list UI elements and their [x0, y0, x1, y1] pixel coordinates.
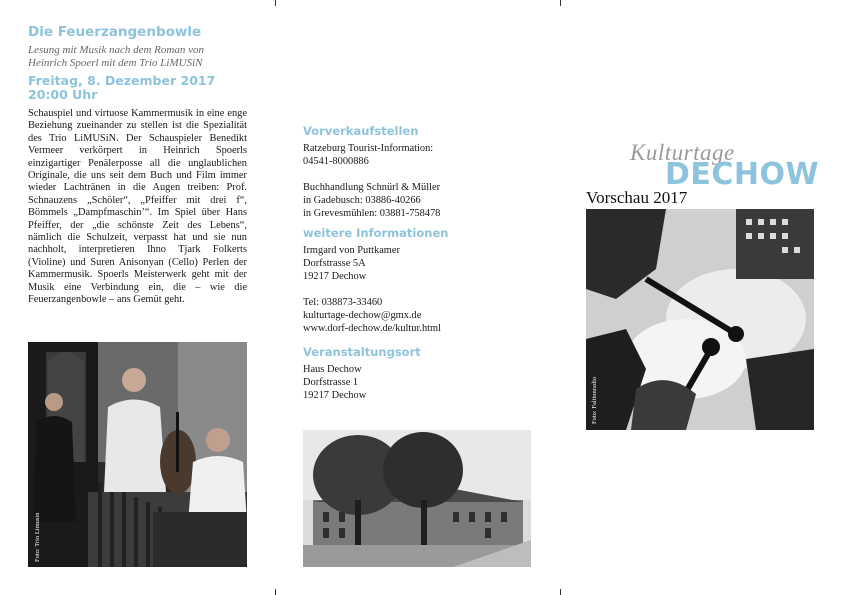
event-date: [28, 74, 247, 102]
presale-line: Ratzeburg Tourist-Information:: [303, 143, 434, 154]
preview-title: Vorschau 2017: [586, 188, 688, 207]
event-time-line: 20:00 Uhr: [28, 87, 98, 102]
event-date-line: Freitag, 8. Dezember 2017: [28, 73, 216, 88]
contact-web-link[interactable]: www.dorf-dechow.de/kultur.html: [303, 323, 442, 334]
cover-photo: [586, 209, 814, 430]
event-title: Die Feuerzangenbowle: [28, 24, 202, 40]
crop-mark: [560, 589, 561, 595]
presale-entry-bookshop: [303, 181, 531, 220]
trio-photo: [28, 342, 247, 567]
brand-dechow: DECHOW: [665, 157, 820, 192]
presale-line: Buchhandlung Schnürl & Müller: [303, 182, 441, 193]
info-heading: weitere Informationen: [303, 226, 449, 240]
contact-email-link[interactable]: kulturtage-dechow@gmx.de: [303, 310, 422, 321]
middle-panel: [303, 120, 531, 402]
brand-kulturtage: Kulturtage: [630, 140, 735, 165]
trio-photo-image: [28, 342, 247, 567]
presale-heading: Vorverkaufstellen: [303, 124, 419, 138]
cover-photo-credit: Foto: Falttonradio: [591, 376, 598, 424]
event-subtitle-line: Heinrich Spoerl mit dem Trio LiMUSiN: [28, 57, 203, 69]
cover-photo-image: [586, 209, 814, 430]
presale-line: in Grevesmühlen: 03881-758478: [303, 208, 441, 219]
crop-mark: [560, 0, 561, 6]
venue-heading: Veranstaltungsort: [303, 345, 421, 359]
presale-entry-tourist-info: [303, 142, 531, 168]
venue-address: [303, 363, 531, 402]
contact-name: Irmgard von Puttkamer: [303, 245, 400, 256]
crop-mark: [275, 0, 276, 6]
photo-credit: Foto: Trio Limusin: [34, 512, 41, 562]
contact-city: 19217 Dechow: [303, 271, 367, 282]
left-panel: [28, 24, 247, 307]
contact-street: Dorfstrasse 5A: [303, 258, 366, 269]
venue-name: Haus Dechow: [303, 364, 362, 375]
event-description: Schauspiel und virtuose Kammermusik in eine enge Beziehung zueinander zu stellen ist die Spezialität des Trio LiMUSiN. Der Schauspieler Benedikt Vermeer verkörpert in Heinrich Spoerls einzigartiger Penälerposse all die unglaublichen Originale, die uns seit dem Buch und Film immer wieder Lachtränen in die Augen treiben: Prof. Schnauzens „Schöler“, „Pfeiffer mit drei f“, Bömmels „Dampfmaschin’“. Im Spiel über Hans Pfeiffer, der „die schönste Zeit des Lebens“, nämlich die Schulzeit, verpasst hat und sie nun nachholt, interpretieren Ihno Tjark Folkerts (Violine) und Suren Anisonyan (Cello) Perlen der Kammermusik. Spoerls Meisterwerk geht mit der Musik eine Verbindung ein, die – wie die Feuerzangenbowle – ans Gemüt geht.: [28, 108, 247, 306]
crop-mark: [275, 589, 276, 595]
presale-line: in Gadebusch: 03886-40266: [303, 195, 421, 206]
event-subtitle-line: Lesung mit Musik nach dem Roman von: [28, 44, 204, 56]
venue-street: Dorfstrasse 1: [303, 377, 359, 388]
venue-city: 19217 Dechow: [303, 390, 367, 401]
presale-phone: 04541-8000886: [303, 156, 369, 167]
contact-channels: [303, 296, 531, 335]
contact-phone: Tel: 038873-33460: [303, 297, 383, 308]
venue-photo: [303, 430, 531, 567]
contact-address: [303, 244, 531, 283]
event-subtitle: [28, 44, 247, 70]
venue-photo-image: [303, 430, 531, 567]
